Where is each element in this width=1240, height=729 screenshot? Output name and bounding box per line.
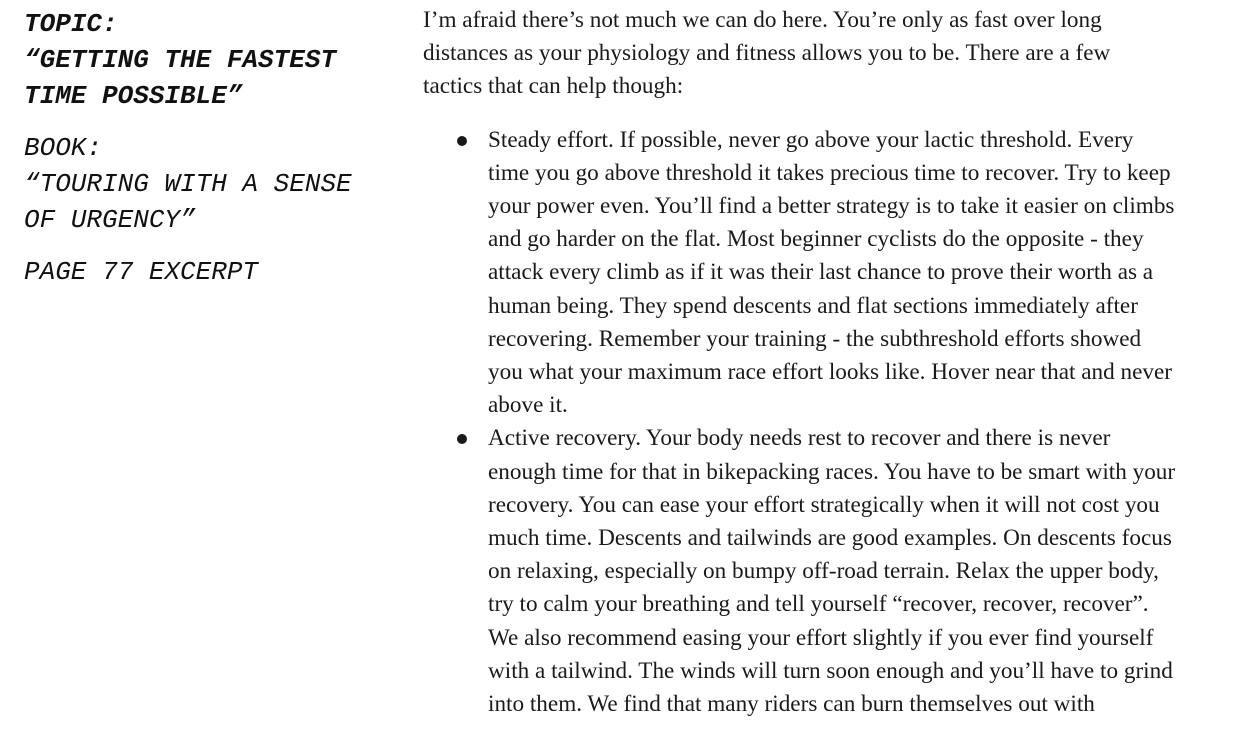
- book-heading: [24, 130, 414, 238]
- text-line: human being. They spend descents and flat sections immediately after: [488, 292, 1138, 319]
- text-line: time you go above threshold it takes precious time to recover. Try to keep: [488, 159, 1171, 186]
- text-line: on relaxing, especially on bumpy off-road terrain. Relax the upper body,: [488, 558, 1159, 585]
- text-line: distances as your physiology and fitness allows you to be. There are a few: [423, 40, 1111, 67]
- text-line: Active recovery. Your body needs rest to recover and there is never: [488, 425, 1111, 452]
- text-line: recovering. Remember your training - the subthreshold efforts showed: [488, 325, 1142, 352]
- bullet-list: [423, 124, 1235, 722]
- text-line: I’m afraid there’s not much we can do here. You’re only as fast over long: [423, 7, 1102, 33]
- text-line: try to calm your breathing and tell yourself “recover, recover, recover”.: [488, 591, 1149, 618]
- text-line: and go harder on the flat. Most beginner cyclists do the opposite - they: [488, 226, 1144, 253]
- topic-line: “GETTING THE FASTEST: [24, 45, 337, 75]
- text-line: recovery. You can ease your effort strategically when it will not cost you: [488, 491, 1160, 518]
- text-line: into them. We find that many riders can burn themselves out with: [488, 691, 1095, 718]
- text-line: Steady effort. If possible, never go above your lactic threshold. Every: [488, 126, 1134, 153]
- text-line: much time. Descents and tailwinds are good examples. On descents focus: [488, 525, 1172, 552]
- bullet-icon: [457, 434, 467, 444]
- text-line: your power even. You’ll find a better strategy is to take it easier on climbs: [488, 193, 1175, 220]
- text-line: above it.: [488, 392, 568, 419]
- text-line: you what your maximum race effort looks like. Hover near that and never: [488, 359, 1173, 386]
- excerpt: [423, 4, 1235, 721]
- book-line: BOOK:: [24, 133, 103, 163]
- sidebar: [24, 6, 414, 306]
- book-line: OF URGENCY”: [24, 205, 196, 235]
- text-line: with a tailwind. The winds will turn soon enough and you’ll have to grind: [488, 657, 1173, 684]
- intro-paragraph: [423, 4, 1235, 104]
- text-line: attack every climb as if it was their last chance to prove their worth as a: [488, 259, 1154, 286]
- page-label: [24, 254, 414, 290]
- text-line: enough time for that in bikepacking races. You have to be smart with your: [488, 458, 1176, 485]
- topic-line: TOPIC:: [24, 9, 118, 39]
- book-line: “TOURING WITH A SENSE: [24, 169, 352, 199]
- list-item: [423, 124, 1235, 423]
- topic-line: TIME POSSIBLE”: [24, 81, 243, 111]
- topic-heading: [24, 6, 414, 114]
- text-line: We also recommend easing your effort slightly if you ever find yourself: [488, 624, 1154, 651]
- text-line: tactics that can help though:: [423, 73, 684, 100]
- list-item: [423, 422, 1235, 721]
- page-label-text: PAGE 77 EXCERPT: [24, 257, 259, 287]
- bullet-icon: [457, 136, 467, 146]
